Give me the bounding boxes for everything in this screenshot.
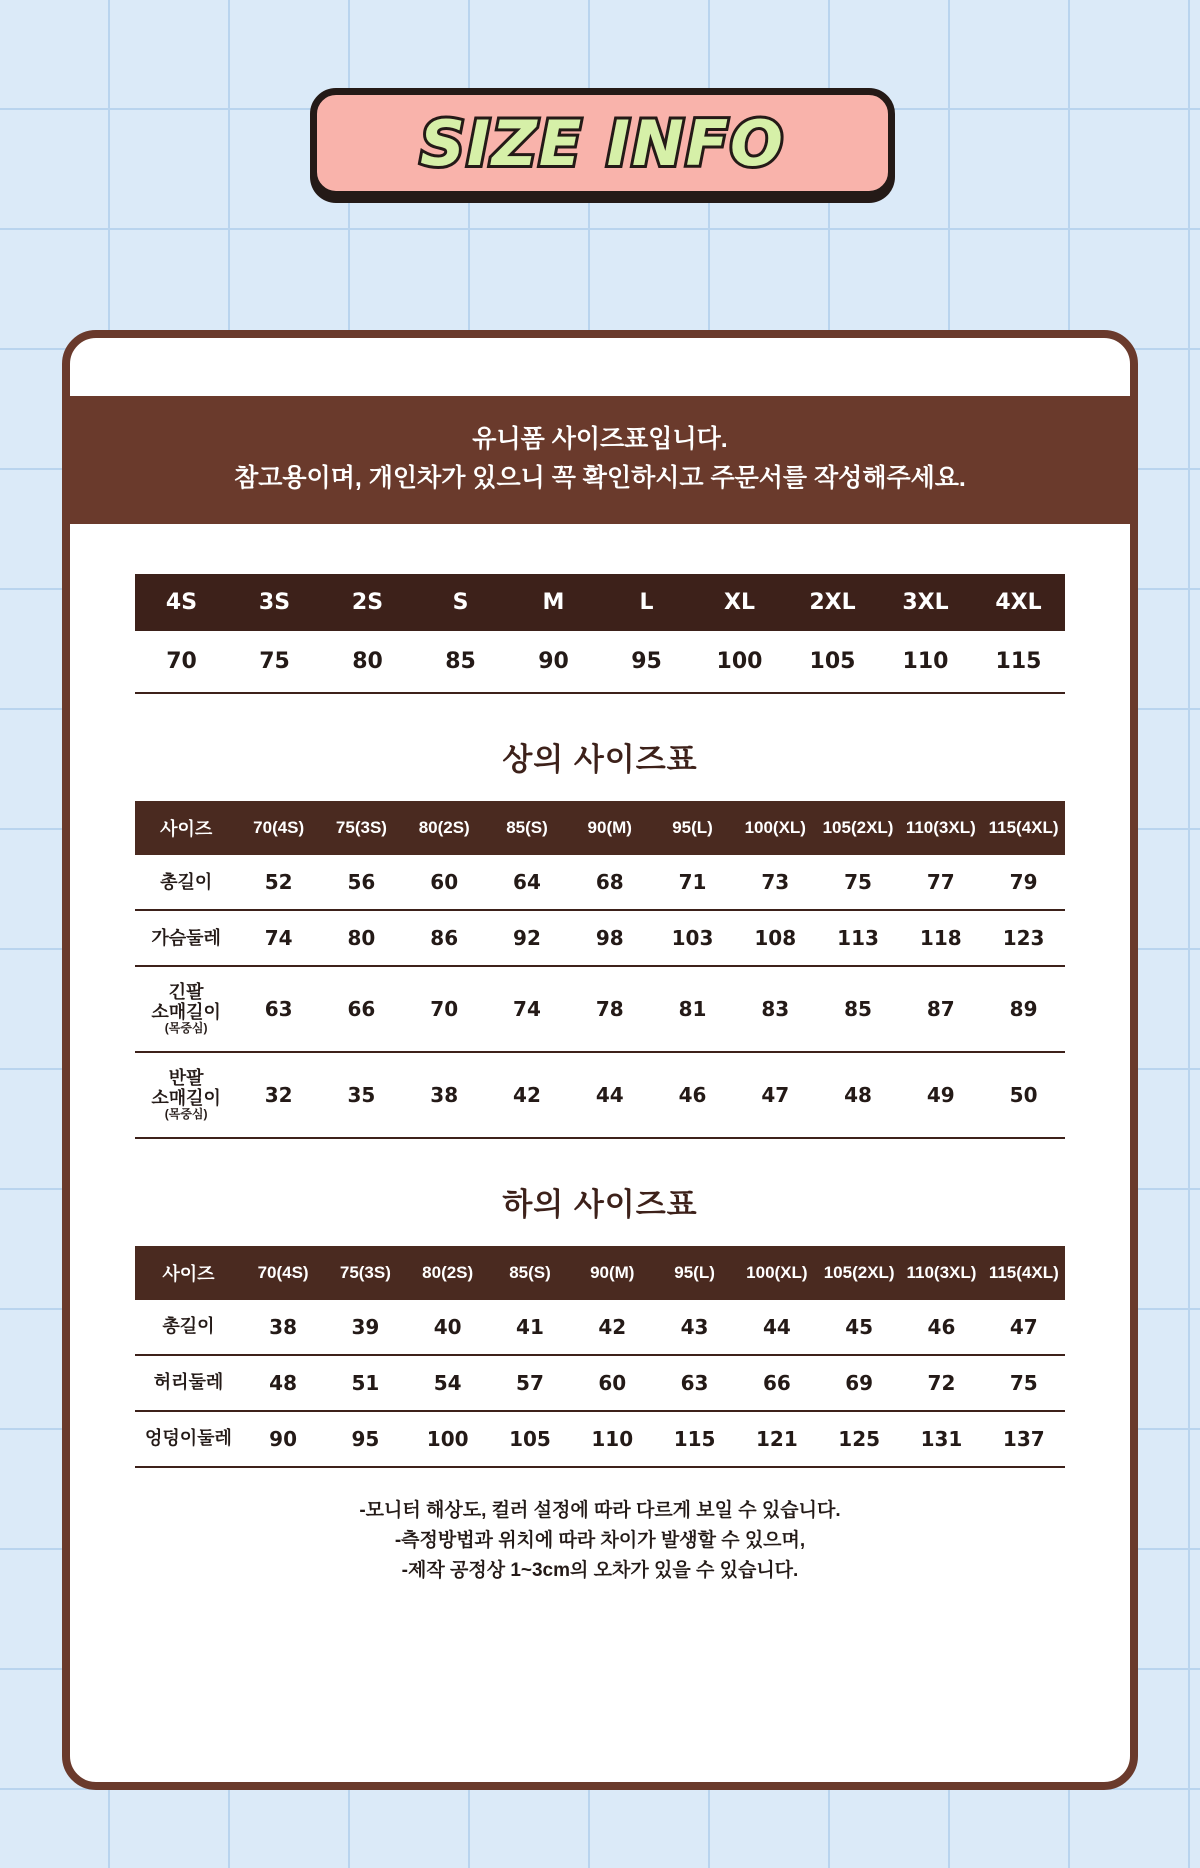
measure-cell: 123 xyxy=(982,910,1065,966)
measure-cell: 63 xyxy=(237,966,320,1052)
index-header-cell: M xyxy=(507,574,600,631)
bottom-header-cell: 85(S) xyxy=(489,1246,571,1300)
title-banner xyxy=(310,88,895,198)
row-label xyxy=(135,1052,237,1138)
top-header-cell: 95(L) xyxy=(651,801,734,855)
bottom-header-cell: 80(2S) xyxy=(407,1246,489,1300)
index-header-cell: 4S xyxy=(135,574,228,631)
measure-cell: 41 xyxy=(489,1300,571,1355)
measure-cell: 46 xyxy=(900,1300,982,1355)
footer-notes xyxy=(135,1496,1065,1587)
card-body xyxy=(70,538,1130,1782)
measure-cell: 137 xyxy=(983,1411,1065,1467)
measure-cell: 92 xyxy=(486,910,569,966)
top-size-table xyxy=(135,801,1065,1139)
index-value-cell: 75 xyxy=(228,631,321,693)
index-value-cell: 80 xyxy=(321,631,414,693)
size-index-table xyxy=(135,574,1065,694)
top-header-cell: 100(XL) xyxy=(734,801,817,855)
measure-cell: 66 xyxy=(736,1355,818,1411)
measure-cell: 49 xyxy=(899,1052,982,1138)
measure-cell: 40 xyxy=(407,1300,489,1355)
bottom-header-cell: 75(3S) xyxy=(324,1246,406,1300)
measure-cell: 72 xyxy=(900,1355,982,1411)
measure-cell: 78 xyxy=(568,966,651,1052)
measure-cell: 89 xyxy=(982,966,1065,1052)
table-row xyxy=(135,855,1065,910)
measure-cell: 100 xyxy=(407,1411,489,1467)
index-header-cell: S xyxy=(414,574,507,631)
measure-cell: 87 xyxy=(899,966,982,1052)
measure-cell: 74 xyxy=(237,910,320,966)
measure-cell: 70 xyxy=(403,966,486,1052)
notice-line-1: 유니폼 사이즈표입니다. xyxy=(472,425,728,453)
index-header-cell: 4XL xyxy=(972,574,1065,631)
measure-cell: 44 xyxy=(736,1300,818,1355)
measure-cell: 121 xyxy=(736,1411,818,1467)
index-value-cell: 95 xyxy=(600,631,693,693)
table-row xyxy=(135,1052,1065,1138)
top-header-cell: 사이즈 xyxy=(135,801,237,855)
measure-cell: 60 xyxy=(571,1355,653,1411)
notice-banner xyxy=(70,396,1130,524)
measure-cell: 38 xyxy=(403,1052,486,1138)
bottom-section-title: 하의 사이즈표 xyxy=(502,1186,698,1222)
row-label: 총길이 xyxy=(135,855,237,910)
bottom-header-cell: 90(M) xyxy=(571,1246,653,1300)
measure-cell: 42 xyxy=(486,1052,569,1138)
size-chart-card xyxy=(62,330,1138,1790)
measure-cell: 71 xyxy=(651,855,734,910)
footer-note: -제작 공정상 1~3cm의 오차가 있을 수 있습니다. xyxy=(401,1560,799,1582)
top-header-cell: 85(S) xyxy=(486,801,569,855)
measure-cell: 45 xyxy=(818,1300,900,1355)
footer-note: -측정방법과 위치에 따라 차이가 발생할 수 있으며, xyxy=(394,1529,806,1551)
measure-cell: 95 xyxy=(324,1411,406,1467)
measure-cell: 108 xyxy=(734,910,817,966)
row-label-note: (목중심) xyxy=(164,1107,208,1122)
measure-cell: 74 xyxy=(486,966,569,1052)
measure-cell: 73 xyxy=(734,855,817,910)
bottom-header-cell: 110(3XL) xyxy=(900,1246,982,1300)
index-value-cell: 85 xyxy=(414,631,507,693)
row-label-main-long-sleeve: 긴팔 소매길이 xyxy=(151,982,221,1023)
measure-cell: 47 xyxy=(983,1300,1065,1355)
measure-cell: 47 xyxy=(734,1052,817,1138)
measure-cell: 103 xyxy=(651,910,734,966)
measure-cell: 115 xyxy=(653,1411,735,1467)
title-banner-box xyxy=(310,88,895,198)
measure-cell: 90 xyxy=(242,1411,324,1467)
table-row xyxy=(135,966,1065,1052)
measure-cell: 35 xyxy=(320,1052,403,1138)
bottom-header-cell: 105(2XL) xyxy=(818,1246,900,1300)
measure-cell: 85 xyxy=(817,966,900,1052)
measure-cell: 48 xyxy=(242,1355,324,1411)
top-header-cell: 105(2XL) xyxy=(817,801,900,855)
index-header-cell: XL xyxy=(693,574,786,631)
table-header-row xyxy=(135,1246,1065,1300)
measure-cell: 39 xyxy=(324,1300,406,1355)
index-header-cell: 2XL xyxy=(786,574,879,631)
measure-cell: 60 xyxy=(403,855,486,910)
measure-cell: 98 xyxy=(568,910,651,966)
row-label: 엉덩이둘레 xyxy=(135,1411,242,1467)
measure-cell: 75 xyxy=(817,855,900,910)
measure-cell: 83 xyxy=(734,966,817,1052)
measure-cell: 75 xyxy=(983,1355,1065,1411)
table-header-row xyxy=(135,574,1065,631)
footer-note: -모니터 해상도, 컬러 설정에 따라 다르게 보일 수 있습니다. xyxy=(359,1499,841,1521)
top-header-cell: 70(4S) xyxy=(237,801,320,855)
measure-cell: 77 xyxy=(899,855,982,910)
page-title: SIZE INFO xyxy=(420,106,785,180)
bottom-header-cell: 95(L) xyxy=(653,1246,735,1300)
bottom-header-cell: 70(4S) xyxy=(242,1246,324,1300)
index-header-cell: 3XL xyxy=(879,574,972,631)
index-header-cell: 2S xyxy=(321,574,414,631)
measure-cell: 63 xyxy=(653,1355,735,1411)
measure-cell: 125 xyxy=(818,1411,900,1467)
measure-cell: 48 xyxy=(817,1052,900,1138)
measure-cell: 42 xyxy=(571,1300,653,1355)
index-value-cell: 100 xyxy=(693,631,786,693)
bottom-size-table xyxy=(135,1246,1065,1468)
measure-cell: 52 xyxy=(237,855,320,910)
measure-cell: 56 xyxy=(320,855,403,910)
measure-cell: 38 xyxy=(242,1300,324,1355)
row-label: 허리둘레 xyxy=(135,1355,242,1411)
table-row xyxy=(135,1300,1065,1355)
index-header-cell: 3S xyxy=(228,574,321,631)
row-label xyxy=(135,966,237,1052)
row-label-main-short-sleeve: 반팔 소매길이 xyxy=(151,1067,221,1108)
measure-cell: 86 xyxy=(403,910,486,966)
measure-cell: 81 xyxy=(651,966,734,1052)
top-section-title: 상의 사이즈표 xyxy=(502,742,698,777)
measure-cell: 43 xyxy=(653,1300,735,1355)
top-header-cell: 90(M) xyxy=(568,801,651,855)
index-header-cell: L xyxy=(600,574,693,631)
table-row xyxy=(135,1411,1065,1467)
table-row xyxy=(135,1355,1065,1411)
measure-cell: 69 xyxy=(818,1355,900,1411)
measure-cell: 80 xyxy=(320,910,403,966)
table-header-row xyxy=(135,801,1065,855)
measure-cell: 79 xyxy=(982,855,1065,910)
measure-cell: 50 xyxy=(982,1052,1065,1138)
bottom-header-cell: 사이즈 xyxy=(135,1246,242,1300)
top-header-cell: 115(4XL) xyxy=(982,801,1065,855)
measure-cell: 110 xyxy=(571,1411,653,1467)
table-row xyxy=(135,910,1065,966)
measure-cell: 32 xyxy=(237,1052,320,1138)
top-header-cell: 75(3S) xyxy=(320,801,403,855)
measure-cell: 64 xyxy=(486,855,569,910)
index-value-cell: 105 xyxy=(786,631,879,693)
index-value-cell: 70 xyxy=(135,631,228,693)
row-label: 가슴둘레 xyxy=(135,910,237,966)
notice-line-2: 참고용이며, 개인차가 있으니 꼭 확인하시고 주문서를 작성해주세요. xyxy=(234,463,966,492)
measure-cell: 118 xyxy=(899,910,982,966)
measure-cell: 46 xyxy=(651,1052,734,1138)
measure-cell: 66 xyxy=(320,966,403,1052)
index-value-cell: 115 xyxy=(972,631,1065,693)
row-label-note: (목중심) xyxy=(164,1021,208,1036)
top-header-cell: 110(3XL) xyxy=(899,801,982,855)
top-header-cell: 80(2S) xyxy=(403,801,486,855)
table-row xyxy=(135,631,1065,693)
measure-cell: 51 xyxy=(324,1355,406,1411)
index-value-cell: 110 xyxy=(879,631,972,693)
measure-cell: 57 xyxy=(489,1355,571,1411)
bottom-header-cell: 100(XL) xyxy=(736,1246,818,1300)
measure-cell: 54 xyxy=(407,1355,489,1411)
measure-cell: 131 xyxy=(900,1411,982,1467)
measure-cell: 44 xyxy=(568,1052,651,1138)
measure-cell: 113 xyxy=(817,910,900,966)
index-value-cell: 90 xyxy=(507,631,600,693)
bottom-header-cell: 115(4XL) xyxy=(983,1246,1065,1300)
row-label: 총길이 xyxy=(135,1300,242,1355)
measure-cell: 105 xyxy=(489,1411,571,1467)
measure-cell: 68 xyxy=(568,855,651,910)
